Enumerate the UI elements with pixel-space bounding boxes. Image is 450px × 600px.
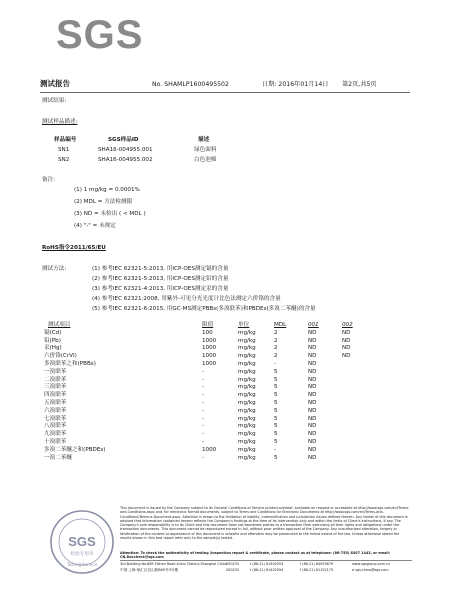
cell-limit: -: [202, 368, 205, 375]
cell-result-001: ND: [308, 446, 317, 453]
sample-row-2-desc: 白色泡棉: [194, 157, 217, 163]
results-row: [44, 423, 376, 431]
results-row: [44, 439, 376, 447]
cell-result-001: ND: [308, 360, 317, 367]
footer-tel-1: t (86-21) 61402553: [250, 562, 284, 566]
cell-result-001: ND: [308, 368, 317, 375]
method-5: (5) 参考IEC 62321-6:2015, 用GC-MS测定PBBs(多溴联苯)和PBDEs(多溴二苯醚)的含量: [92, 306, 316, 312]
results-row: [44, 353, 376, 361]
samples-header-sgs-id: SGS样品ID: [108, 137, 139, 143]
cell-result-002: [342, 361, 376, 369]
cell-unit: mg/kg: [238, 376, 256, 383]
cell-unit: mg/kg: [238, 360, 256, 367]
report-date: 日期: 2016年01月14日: [262, 81, 329, 88]
cell-test-item: 九溴联苯: [44, 431, 67, 438]
sample-row-1-sgs-id: SHA16-004955.001: [98, 147, 153, 153]
header-test-item: 测试项目: [48, 322, 71, 328]
cell-mdl: 5: [274, 415, 278, 422]
cell-result-002: [342, 431, 376, 439]
cell-result-001: ND: [308, 345, 317, 352]
results-row: [44, 400, 376, 408]
cell-test-item: 镉(Cd): [44, 329, 62, 336]
cell-mdl: 5: [274, 454, 278, 461]
cell-result-002: [342, 447, 376, 455]
results-row: [44, 455, 376, 463]
cell-mdl: 5: [274, 376, 278, 383]
cell-limit: -: [202, 376, 205, 383]
cell-test-item: 十溴联苯: [44, 438, 67, 445]
header-sample-002: 002: [342, 322, 353, 328]
cell-limit: 1000: [202, 353, 217, 360]
cell-unit: mg/kg: [238, 446, 256, 453]
footer-divider: [120, 560, 412, 561]
cell-test-item: 二溴联苯: [44, 376, 67, 383]
cell-limit: -: [202, 454, 205, 461]
cell-test-item: 五溴联苯: [44, 399, 67, 406]
note-3: (3) ND = 未检出 ( < MDL ): [74, 211, 146, 217]
results-row: [44, 431, 376, 439]
cell-unit: mg/kg: [238, 454, 256, 461]
results-row: [44, 408, 376, 416]
results-row: [44, 416, 376, 424]
results-row: [44, 377, 376, 385]
cell-result-001: ND: [308, 329, 317, 336]
results-row: [44, 330, 376, 338]
cell-test-item: 铅(Pb): [44, 337, 61, 344]
cell-mdl: 5: [274, 392, 278, 399]
stamp-ring: Testing Service: [66, 562, 98, 567]
legal-disclaimer: This document is issued by the Company subject to its General Conditions of Service printed overleaf, available on request or accessible at http://www.sgs.com/en/Terms-and-Conditions.aspx and, for electronic format documents, subject to Terms and Conditions for Electronic Documents at http://www.sgs.com/en/Terms-and-Conditions/Terms-e-Document.aspx. Attention is drawn to the limitation of liability, indemnification and jurisdiction issues defined therein. Any holder of this document is advised that information contained hereon reflects the Company's findings at the time of its intervention only and within the limits of Client's instructions, if any. The Company's sole responsibility is to its Client and this document does not exonerate parties to a transaction from exercising all their rights and obligations under the transaction documents. This document cannot be reproduced except in full, without prior written approval of the Company. Any unauthorized alteration, forgery or falsification of the content or appearance of this document is unlawful and offenders may be prosecuted to the fullest extent of the law. Unless otherwise stated the results shown in this test report refer only to the sample(s) tested.: [120, 506, 410, 541]
note-2: (2) MDL = 方法检测限: [74, 199, 133, 205]
cell-limit: 1000: [202, 446, 217, 453]
cell-test-item: 六价铬(CrVI): [44, 353, 77, 360]
cell-mdl: -: [274, 446, 277, 453]
footer-email: e sgs.china@sgs.com: [352, 568, 389, 572]
cell-unit: mg/kg: [238, 345, 256, 352]
results-header-row: [44, 322, 376, 330]
sample-row-1-desc: 绿色面料: [194, 147, 217, 153]
cell-test-item: 一溴联苯: [44, 368, 67, 375]
method-label: 测试方法:: [42, 266, 67, 272]
footer-address-en: 3rd Building No.889 Yishan Road Xuhui District,Shanghai China: [120, 562, 228, 566]
sgs-logo: SGS: [56, 13, 144, 57]
cell-mdl: 5: [274, 368, 278, 375]
cell-mdl: 5: [274, 384, 278, 391]
page-number: 第2页,共5页: [342, 81, 377, 88]
header-limit: 限值: [202, 322, 214, 328]
sample-desc-label: 测试样品描述:: [42, 119, 78, 125]
cell-limit: 1000: [202, 345, 217, 352]
cell-test-item: 八溴联苯: [44, 423, 67, 430]
results-table: [44, 322, 376, 462]
cell-unit: mg/kg: [238, 368, 256, 375]
cell-limit: 1000: [202, 360, 217, 367]
note-4: (4) "-" = 未规定: [74, 223, 116, 229]
cell-test-item: 汞(Hg): [44, 345, 62, 352]
cell-limit: -: [202, 392, 205, 399]
cell-result-001: ND: [308, 392, 317, 399]
cell-test-item: 六溴联苯: [44, 407, 67, 414]
footer-fax-1: f (86-21) 64953679: [300, 562, 334, 566]
cell-result-001: ND: [308, 337, 317, 344]
cell-test-item: 四溴联苯: [44, 392, 67, 399]
cell-unit: mg/kg: [238, 337, 256, 344]
cell-mdl: 2: [274, 329, 278, 336]
cell-result-001: ND: [308, 438, 317, 445]
cell-result-002: [342, 400, 376, 408]
cell-result-002: [342, 369, 376, 377]
results-row: [44, 392, 376, 400]
cell-limit: -: [202, 423, 205, 430]
header-divider: [40, 92, 410, 93]
sample-row-2-id: SN2: [58, 157, 70, 163]
cell-mdl: 5: [274, 407, 278, 414]
results-row: [44, 345, 376, 353]
cell-result-002: ND: [342, 337, 351, 344]
report-title: 测试报告: [40, 79, 70, 88]
cell-unit: mg/kg: [238, 329, 256, 336]
cell-limit: -: [202, 431, 205, 438]
cell-limit: 100: [202, 329, 213, 336]
cell-result-002: ND: [342, 329, 351, 336]
footer-tel-2: t (86-21) 61402594: [250, 568, 284, 572]
sgs-seal-stamp: [48, 508, 116, 576]
cell-unit: mg/kg: [238, 415, 256, 422]
authenticity-notice: Attention: To check the authenticity of testing /inspection report & certificate, please contact us at telephone: (86-755) 8307 1443, or email: CN.Doccheck@sgs.com: [120, 551, 391, 560]
cell-unit: mg/kg: [238, 392, 256, 399]
cell-mdl: 2: [274, 353, 278, 360]
cell-result-002: ND: [342, 345, 351, 352]
cell-result-001: ND: [308, 353, 317, 360]
cell-result-001: ND: [308, 415, 317, 422]
cell-unit: mg/kg: [238, 399, 256, 406]
cell-result-001: ND: [308, 423, 317, 430]
cell-unit: mg/kg: [238, 438, 256, 445]
cell-mdl: 5: [274, 399, 278, 406]
cell-limit: -: [202, 407, 205, 414]
cell-result-002: [342, 384, 376, 392]
method-2: (2) 参考IEC 62321-5:2013, 用ICP-OES测定铅的含量: [92, 276, 229, 282]
footer-web: www.sgsgroup.com.cn: [352, 562, 391, 566]
cell-test-item: 多溴二苯醚之和(PBDEs): [44, 446, 106, 453]
footer-zip-en: 200233: [226, 562, 239, 566]
header-mdl: MDL: [274, 322, 287, 328]
cell-unit: mg/kg: [238, 384, 256, 391]
footer-zip-cn: 200233: [226, 568, 239, 572]
rohs-heading: RoHS指令2011/65/EU: [42, 245, 106, 251]
results-row: [44, 338, 376, 346]
footer-address-cn: 中国·上海·徐汇区宜山路889号3号楼: [120, 568, 179, 572]
method-3: (3) 参考IEC 62321-4:2013, 用ICP-OES测定汞的含量: [92, 286, 229, 292]
cell-mdl: 5: [274, 438, 278, 445]
cell-limit: -: [202, 399, 205, 406]
cell-result-001: ND: [308, 431, 317, 438]
cell-limit: -: [202, 384, 205, 391]
cell-unit: mg/kg: [238, 407, 256, 414]
cell-test-item: 三溴联苯: [44, 384, 67, 391]
samples-header-id: 样品编号: [54, 137, 77, 143]
cell-mdl: -: [274, 360, 277, 367]
cell-result-002: ND: [342, 353, 351, 360]
cell-result-002: [342, 416, 376, 424]
cell-mdl: 5: [274, 423, 278, 430]
stamp-logo: SGS: [68, 534, 96, 549]
cell-result-001: ND: [308, 454, 317, 461]
method-1: (1) 参考IEC 62321-5:2013, 用ICP-OES测定镉的含量: [92, 266, 229, 272]
cell-unit: mg/kg: [238, 431, 256, 438]
cell-result-002: [342, 408, 376, 416]
sample-row-2-sgs-id: SHA16-004955.002: [98, 157, 153, 163]
footer-fax-2: f (86-21) 61152175: [300, 568, 334, 572]
cell-limit: -: [202, 415, 205, 422]
result-label: 测试结果:: [42, 98, 67, 104]
cell-result-002: [342, 377, 376, 385]
cell-result-001: ND: [308, 399, 317, 406]
stamp-sub: 检验专用章: [70, 552, 94, 557]
cell-test-item: 一溴二苯醚: [44, 454, 72, 461]
cell-limit: 1000: [202, 337, 217, 344]
results-row: [44, 369, 376, 377]
cell-unit: mg/kg: [238, 423, 256, 430]
cell-mdl: 2: [274, 345, 278, 352]
cell-mdl: 5: [274, 431, 278, 438]
cell-result-002: [342, 423, 376, 431]
cell-result-002: [342, 455, 376, 463]
cell-result-002: [342, 392, 376, 400]
sample-row-1-id: SN1: [58, 147, 70, 153]
cell-result-001: ND: [308, 376, 317, 383]
samples-header-desc: 描述: [198, 137, 210, 143]
cell-mdl: 2: [274, 337, 278, 344]
report-number: No. SHAMLP1600495502: [152, 81, 229, 88]
method-4: (4) 参考IEC 62321:2008, 用紫外-可见分光光度计比色法测定六价铬的含量: [92, 296, 281, 302]
cell-result-002: [342, 439, 376, 447]
cell-test-item: 七溴联苯: [44, 415, 67, 422]
results-row: [44, 447, 376, 455]
cell-limit: -: [202, 438, 205, 445]
note-1: (1) 1 mg/kg = 0.0001%: [74, 187, 140, 193]
cell-unit: mg/kg: [238, 353, 256, 360]
cell-result-001: ND: [308, 384, 317, 391]
results-row: [44, 384, 376, 392]
header-unit: 单位: [238, 322, 250, 328]
header-sample-001: 001: [308, 322, 319, 328]
cell-result-001: ND: [308, 407, 317, 414]
results-row: [44, 361, 376, 369]
notes-label: 备注:: [42, 177, 56, 183]
cell-test-item: 多溴联苯之和(PBBs): [44, 360, 96, 367]
